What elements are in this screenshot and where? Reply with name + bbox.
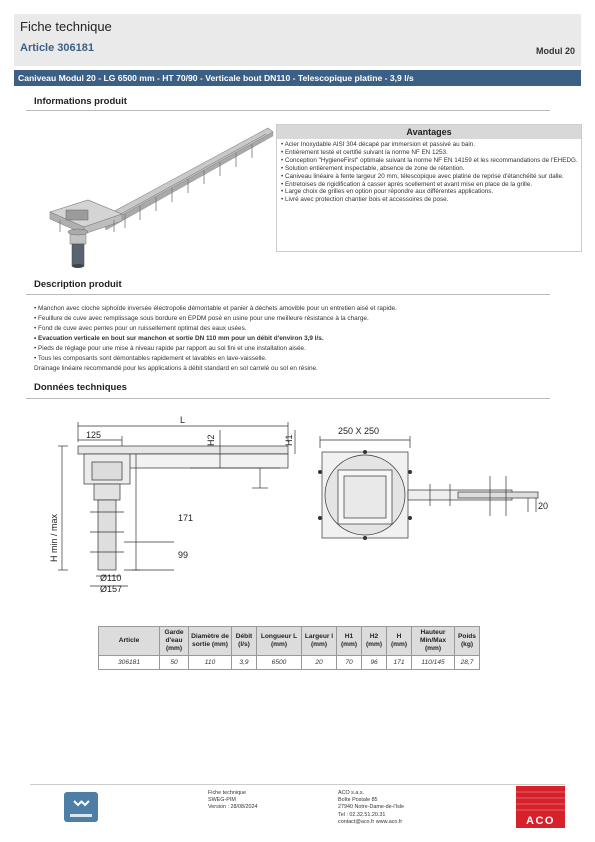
table-row: [99, 656, 480, 670]
technical-drawing-side: [40, 412, 302, 602]
list-item: • Evacuation verticale en bout sur manchon et sortie DN 110 mm pour un débit d'environ 3,9 l/s.: [34, 335, 324, 342]
section-data-heading: Données techniques: [34, 382, 127, 393]
list-item: • Pieds de réglage pour une mise à niveau rapide par rapport au sol fini et une installation aisée.: [34, 345, 306, 352]
cell-garde: 50: [160, 656, 189, 670]
footer-line: 27940 Notre-Dame-de-l'Isle: [338, 804, 405, 811]
cell-hauteur: 110/145: [412, 656, 455, 670]
cell-diametre: 110: [189, 656, 232, 670]
spec-table: [98, 626, 480, 670]
footer-company-info: [338, 790, 404, 826]
list-item: • Entretoises de rigidification à casser après scellement et avant mise en place de la grille.: [281, 180, 533, 188]
dim-L: L: [180, 415, 186, 425]
product-image: [30, 120, 275, 280]
product-title-bar: Caniveau Modul 20 - LG 6500 mm - HT 70/90 - Verticale bout DN110 - Telescopique platine - 3,9 l/s: [14, 70, 581, 86]
dim-125: 125: [86, 430, 102, 440]
list-item: • Large choix de grilles en option pour répondre aux différentes applications.: [281, 188, 494, 196]
list-item: • Livré avec protection chantier bois et accessoires de pose.: [281, 196, 449, 204]
dim-H1: H1: [284, 434, 294, 446]
footer-line: SWEG-PIM: [208, 797, 236, 804]
aco-logo-text: ACO: [526, 815, 555, 827]
technical-drawing-top: [300, 412, 560, 562]
list-item: • Acier Inoxydable AISI 304 décapé par immersion et passivé au bain.: [281, 141, 476, 148]
advantage-text: Solution entièrement inspectable, absence de zone de rétention.: [284, 164, 465, 172]
col-header: Débit (l/s): [232, 627, 257, 656]
advantage-text: Entièrement testé et certifié suivant la norme NF EN 1253.: [284, 148, 448, 156]
advantage-text: Livré avec protection chantier bois et accessoires de pose.: [284, 196, 449, 204]
list-item: Drainage linéaire recommandé pour les applications à débit standard en sol carrelé ou sol en résine.: [34, 365, 318, 372]
dim-250x250: 250 X 250: [338, 426, 380, 436]
footer-line: Tel : 02.32.51.20.31: [338, 811, 386, 818]
dim-H-minmax: H min / max: [49, 513, 59, 562]
list-item: • Solution entièrement inspectable, absence de zone de rétention.: [281, 164, 465, 172]
list-item: • Entièrement testé et certifié suivant la norme NF EN 1253.: [281, 148, 448, 156]
list-item: • Conception "HygieneFirst" optimale suivant la norme NF EN 14159 et les recommandations de l'EHEDG.: [281, 156, 578, 164]
footer-line: Version : 28/08/2024: [208, 804, 258, 811]
dim-d110: Ø110: [100, 573, 122, 583]
divider: [26, 398, 550, 399]
dim-d157: Ø157: [100, 584, 123, 594]
article-number: Article 306181: [20, 42, 94, 54]
col-header: Hauteur Min/Max (mm): [412, 627, 455, 656]
advantage-text: Caniveau linéaire à fente largeur 20 mm, télescopique avec platine de reprise d'étanchéité sur dalle.: [284, 172, 564, 180]
hygiene-logo: [64, 792, 98, 822]
col-header: Largeur l (mm): [302, 627, 337, 656]
aco-logo: [516, 786, 565, 828]
col-header: Longueur L (mm): [257, 627, 302, 656]
footer-line: ACO s.a.s.: [338, 790, 365, 796]
col-header: H (mm): [387, 627, 412, 656]
cell-h1: 70: [337, 656, 362, 670]
col-header: Garde d'eau (mm): [160, 627, 189, 656]
section-description-heading: Description produit: [34, 279, 122, 290]
divider: [26, 294, 550, 295]
advantages-title: Avantages: [277, 125, 581, 139]
col-header: H2 (mm): [362, 627, 387, 656]
footer-line: Boîte Postale 85: [338, 797, 378, 804]
product-range: Modul 20: [535, 46, 575, 56]
divider: [26, 110, 550, 111]
cell-h: 171: [387, 656, 412, 670]
advantage-text: Entretoises de rigidification à casser après scellement et avant mise en place de la grille.: [284, 180, 533, 188]
dim-171: 171: [178, 513, 194, 523]
cell-article: 306181: [99, 656, 160, 670]
dim-99: 99: [178, 550, 189, 560]
col-header: Poids (kg): [455, 627, 480, 656]
col-header: Diamètre de sortie (mm): [189, 627, 232, 656]
cell-poids: 28,7: [455, 656, 480, 670]
advantage-text: Large choix de grilles en option pour répondre aux différentes applications.: [284, 188, 494, 196]
doc-title: Fiche technique: [20, 19, 112, 34]
cell-largeur: 20: [302, 656, 337, 670]
col-header: Article: [99, 627, 160, 656]
advantages-list: [281, 141, 579, 204]
col-header: H1 (mm): [337, 627, 362, 656]
list-item: • Caniveau linéaire à fente largeur 20 mm, télescopique avec platine de reprise d'étanchéité sur dalle.: [281, 172, 564, 180]
dim-20: 20: [538, 501, 549, 511]
advantages-box: [276, 124, 582, 252]
table-header-row: [99, 627, 480, 656]
document-header: [14, 14, 581, 66]
cell-debit: 3,9: [232, 656, 257, 670]
footer-doc-info: [208, 790, 257, 812]
list-item: • Fond de cuve avec pentes pour un ruissellement optimal des eaux usées.: [34, 325, 247, 332]
advantage-text: Acier Inoxydable AISI 304 décapé par immersion et passivé au bain.: [284, 141, 476, 148]
footer-line: contact@aco.fr www.aco.fr: [338, 818, 403, 825]
footer-divider: [30, 784, 565, 785]
advantage-text: Conception "HygieneFirst" optimale suivant la norme NF EN 14159 et les recommandations de l'EHEDG.: [284, 156, 578, 164]
list-item: • Tous les composants sont démontables rapidement et lavables en lave-vaisselle.: [34, 355, 267, 362]
cell-h2: 96: [362, 656, 387, 670]
section-info-heading: Informations produit: [34, 96, 127, 107]
description-list: [34, 304, 554, 374]
cell-longueur: 6500: [257, 656, 302, 670]
list-item: • Feuillure de cuve avec remplissage sous bordure en EPDM posé en usine pour une meilleure résistance à la charge.: [34, 315, 369, 322]
footer-line: Fiche technique: [208, 790, 247, 796]
dim-H2: H2: [206, 434, 216, 446]
list-item: • Manchon avec cloche siphoïde inversée électropolie démontable et panier à déchets amovible pour un entretien aisé et rapide.: [34, 305, 397, 312]
